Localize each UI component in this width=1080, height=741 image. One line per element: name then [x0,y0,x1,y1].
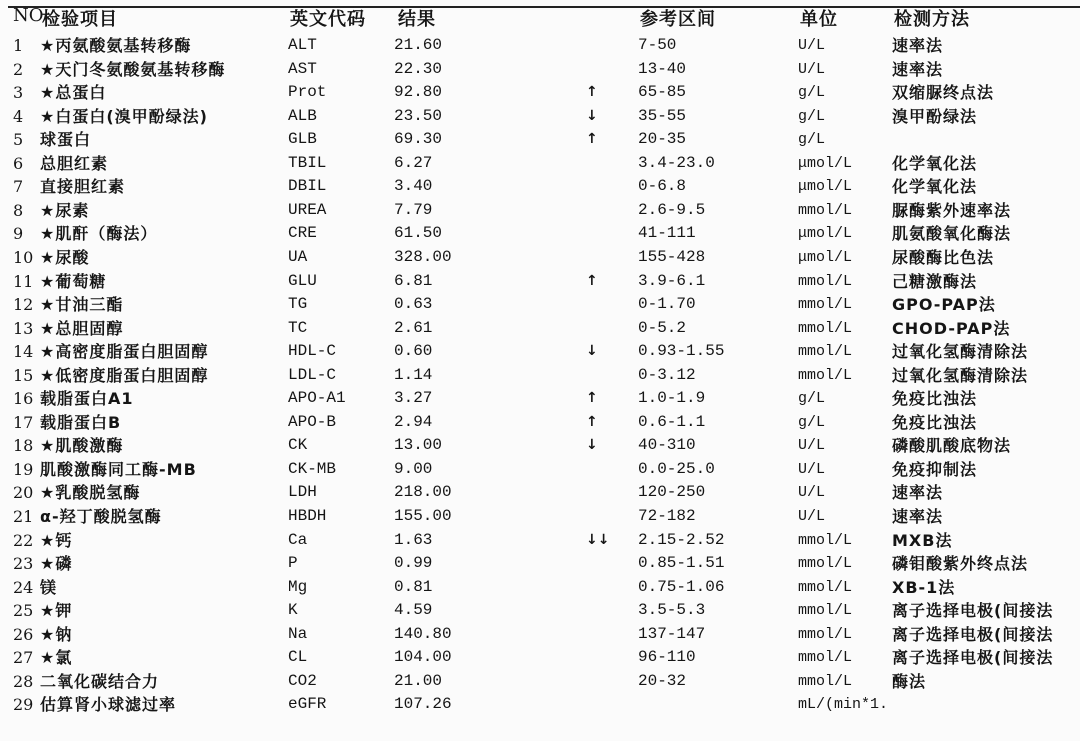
reference-range: 2.15-2.52 [638,530,725,549]
unit: mmol/L [798,672,853,690]
test-code: APO-A1 [288,389,346,408]
test-method: 溴甲酚绿法 [892,106,978,126]
header-method: 检测方法 [894,9,970,30]
table-row [0,364,1080,388]
header-result: 结果 [398,9,436,30]
reference-range: 0.85-1.51 [638,554,725,573]
table-row [0,646,1080,670]
test-result: 21.00 [394,671,443,690]
test-item-name: 二氧化碳结合力 [40,671,160,691]
row-number: 17 [13,412,34,432]
unit: U/L [798,508,826,525]
row-number: 16 [13,389,34,409]
test-result: 140.80 [394,624,452,643]
unit: U/L [798,484,826,502]
abnormal-flag: ↓ [586,437,598,454]
test-item-name: ★氯 [40,648,73,668]
table-row [0,576,1080,600]
table-row [0,152,1080,176]
reference-range: 0-3.12 [638,365,696,384]
unit: g/L [798,84,826,102]
header-range: 参考区间 [640,9,716,30]
test-method: CHOD-PAP法 [892,318,1011,338]
table-row [0,81,1080,105]
test-method: 速率法 [892,507,944,526]
test-result: 23.50 [394,106,443,125]
table-row [0,599,1080,623]
reference-range: 3.9-6.1 [638,271,706,290]
test-item-name: ★乳酸脱氢酶 [40,483,141,503]
unit: mmol/L [798,649,853,667]
test-item-name: 肌酸激酶同工酶-MB [40,459,197,479]
test-result: 69.30 [394,130,443,149]
test-item-name: ★白蛋白(溴甲酚绿法) [40,106,208,126]
test-result: 1.63 [394,530,433,549]
unit: g/L [798,390,826,408]
test-method: 过氧化氢酶清除法 [892,342,1029,362]
unit: mmol/L [798,555,853,573]
row-number: 9 [13,224,24,244]
test-item-name: ★低密度脂蛋白胆固醇 [40,365,209,385]
test-code: P [288,554,298,573]
reference-range: 0.93-1.55 [638,342,725,361]
test-result: 13.00 [394,436,443,455]
test-result: 0.99 [394,554,433,573]
test-item-name: α-羟丁酸脱氢酶 [40,507,162,526]
test-method: 离子选择电极(间接法 [892,648,1054,668]
table-row [0,293,1080,317]
test-code: Prot [288,83,327,102]
abnormal-flag: ↓ [586,107,598,124]
test-code: Mg [288,577,308,596]
unit: U/L [798,460,826,478]
test-result: 22.30 [394,59,443,78]
test-method: 免疫比浊法 [892,412,978,432]
row-number: 24 [13,577,34,597]
test-result: 2.61 [394,318,433,337]
test-result: 92.80 [394,83,443,102]
table-row [0,481,1080,505]
unit: mmol/L [798,272,853,290]
reference-range: 3.5-5.3 [638,601,706,620]
reference-range: 41-111 [638,224,696,243]
test-code: LDL-C [288,365,337,384]
row-number: 25 [13,601,34,621]
test-code: ALB [288,106,317,125]
row-number: 20 [13,483,34,503]
test-method: 速率法 [892,36,944,55]
test-code: CL [288,648,308,667]
row-number: 22 [13,530,34,550]
test-code: Na [288,624,308,643]
test-code: AST [288,59,317,78]
unit: mmol/L [798,201,853,219]
test-code: TC [288,318,308,337]
test-code: UA [288,247,308,266]
reference-range: 72-182 [638,507,696,525]
unit: mmol/L [798,319,853,337]
row-number: 6 [13,153,24,173]
reference-range: 40-310 [638,436,696,455]
reference-range: 0.75-1.06 [638,577,725,596]
reference-range: 0.0-25.0 [638,459,715,478]
reference-range: 155-428 [638,247,706,266]
row-number: 18 [13,436,34,456]
test-method: 离子选择电极(间接法 [892,601,1054,621]
test-item-name: ★甘油三酯 [40,295,124,315]
table-row [0,552,1080,576]
table-row [0,199,1080,223]
test-code: UREA [288,200,327,219]
reference-range: 137-147 [638,624,706,643]
header-code: 英文代码 [290,9,366,30]
test-method: 过氧化氢酶清除法 [892,365,1029,385]
test-result: 4.59 [394,601,433,620]
test-code: CRE [288,224,317,243]
test-item-name: ★总蛋白 [40,83,107,103]
unit: mmol/L [798,625,853,643]
unit: U/L [798,60,826,78]
test-code: CO2 [288,671,317,690]
test-item-name: ★尿酸 [40,247,90,267]
test-item-name: ★丙氨酸氨基转移酶 [40,36,192,55]
unit: mmol/L [798,343,853,361]
test-result: 107.26 [394,695,452,714]
table-row [0,670,1080,694]
reference-range: 1.0-1.9 [638,389,706,408]
test-code: APO-B [288,412,337,431]
test-method: 磷酸肌酸底物法 [892,436,1012,456]
reference-range: 120-250 [638,483,706,502]
test-method: XB-1法 [892,577,956,597]
test-method: 免疫比浊法 [892,389,978,409]
test-item-name: ★总胆固醇 [40,318,124,338]
unit: g/L [798,413,826,431]
test-item-name: ★肌酐（酶法） [40,224,158,244]
header-item: 检验项目 [42,9,118,30]
header-no: NO [13,5,44,26]
unit: g/L [798,107,826,125]
abnormal-flag: ↑ [586,131,598,148]
test-method: 酶法 [892,671,927,691]
test-result: 3.27 [394,389,433,408]
row-number: 1 [13,36,24,55]
reference-range: 7-50 [638,36,677,54]
test-code: GLU [288,271,317,290]
test-result: 2.94 [394,412,433,431]
test-method: 速率法 [892,483,944,503]
test-method: 免疫抑制法 [892,459,978,479]
abnormal-flag: ↑ [586,390,598,407]
test-item-name: ★葡萄糖 [40,271,107,291]
reference-range: 2.6-9.5 [638,200,706,219]
test-item-name: ★尿素 [40,200,90,220]
test-item-name: ★肌酸激酶 [40,436,124,456]
table-row [0,34,1080,58]
table-row [0,529,1080,553]
row-number: 29 [13,695,34,715]
table-row [0,270,1080,294]
unit: mmol/L [798,602,853,620]
row-number: 11 [13,271,34,291]
test-method: 化学氧化法 [892,153,978,173]
test-code: K [288,601,298,620]
unit: g/L [798,131,826,149]
reference-range: 35-55 [638,106,687,125]
test-result: 104.00 [394,648,452,667]
abnormal-flag: ↓↓ [586,531,610,548]
table-row [0,105,1080,129]
table-row [0,317,1080,341]
row-number: 7 [13,177,24,197]
test-code: GLB [288,130,317,149]
test-method: 己糖激酶法 [892,271,978,291]
reference-range: 96-110 [638,648,696,667]
test-result: 6.27 [394,153,433,172]
row-number: 2 [13,59,24,79]
test-result: 7.79 [394,200,433,219]
test-method: 双缩脲终点法 [892,83,995,103]
test-code: CK [288,436,308,455]
row-number: 5 [13,130,24,150]
row-number: 19 [13,459,34,479]
unit: mL/(min*1. [798,696,889,714]
unit: U/L [798,437,826,455]
table-row [0,128,1080,152]
test-code: HBDH [288,507,327,525]
test-code: LDH [288,483,317,502]
test-item-name: ★磷 [40,554,73,574]
unit: μmol/L [798,178,853,196]
header-unit: 单位 [800,9,838,30]
unit: μmol/L [798,154,853,172]
table-row [0,175,1080,199]
test-result: 21.60 [394,36,443,54]
table-row [0,222,1080,246]
row-number: 14 [13,342,34,362]
test-method: 磷钼酸紫外终点法 [892,554,1029,574]
row-number: 26 [13,624,34,644]
table-row [0,434,1080,458]
test-code: HDL-C [288,342,337,361]
test-result: 218.00 [394,483,452,502]
unit: μmol/L [798,225,853,243]
test-method: 化学氧化法 [892,177,978,197]
table-row [0,411,1080,435]
abnormal-flag: ↑ [586,413,598,430]
test-item-name: 总胆红素 [40,153,109,173]
abnormal-flag: ↑ [586,84,598,101]
reference-range: 3.4-23.0 [638,153,715,172]
unit: U/L [798,37,826,54]
test-item-name: 直接胆红素 [40,177,126,197]
test-result: 0.81 [394,577,433,596]
table-row [0,340,1080,364]
test-method: MXB法 [892,530,953,550]
test-result: 328.00 [394,247,452,266]
reference-range: 20-32 [638,671,687,690]
reference-range: 20-35 [638,130,687,149]
test-method: 肌氨酸氧化酶法 [892,224,1012,244]
test-item-name: ★高密度脂蛋白胆固醇 [40,342,209,362]
unit: μmol/L [798,248,853,266]
row-number: 8 [13,200,24,220]
table-row [0,387,1080,411]
table-row [0,693,1080,717]
unit: mmol/L [798,578,853,596]
row-number: 3 [13,83,24,103]
test-result: 3.40 [394,177,433,196]
reference-range: 65-85 [638,83,687,102]
unit: mmol/L [798,296,853,314]
reference-range: 0-5.2 [638,318,687,337]
row-number: 4 [13,106,24,126]
test-item-name: ★天门冬氨酸氨基转移酶 [40,59,226,79]
row-number: 23 [13,554,34,574]
test-result: 6.81 [394,271,433,290]
test-code: ALT [288,36,317,54]
table-row [0,623,1080,647]
row-number: 15 [13,365,34,385]
reference-range: 0-1.70 [638,295,696,314]
reference-range: 0-6.8 [638,177,687,196]
reference-range: 13-40 [638,59,687,78]
row-number: 21 [13,507,34,526]
test-method: 尿酸酶比色法 [892,247,995,267]
test-code: DBIL [288,177,327,196]
test-item-name: 估算肾小球滤过率 [40,695,177,715]
test-code: TG [288,295,308,314]
test-code: Ca [288,530,308,549]
table-row [0,458,1080,482]
abnormal-flag: ↓ [586,343,598,360]
test-item-name: ★钾 [40,601,73,621]
row-number: 13 [13,318,34,338]
test-result: 155.00 [394,507,452,525]
table-row [0,246,1080,270]
test-item-name: 载脂蛋白A1 [40,389,134,409]
test-item-name: 载脂蛋白B [40,412,122,432]
test-item-name: ★钙 [40,530,73,550]
test-result: 9.00 [394,459,433,478]
table-row [0,58,1080,82]
table-row [0,505,1080,529]
test-method: GPO-PAP法 [892,295,996,315]
unit: mmol/L [798,531,853,549]
row-number: 12 [13,295,34,315]
test-method: 速率法 [892,59,944,79]
test-result: 0.60 [394,342,433,361]
abnormal-flag: ↑ [586,272,598,289]
row-number: 10 [13,247,34,267]
row-number: 28 [13,671,34,691]
test-code: CK-MB [288,459,337,478]
test-item-name: 球蛋白 [40,130,92,150]
reference-range: 0.6-1.1 [638,412,706,431]
test-result: 0.63 [394,295,433,314]
test-result: 61.50 [394,224,443,243]
test-code: TBIL [288,153,327,172]
test-code: eGFR [288,695,327,714]
test-item-name: ★钠 [40,624,73,644]
row-number: 27 [13,648,34,668]
unit: mmol/L [798,366,853,384]
test-method: 离子选择电极(间接法 [892,624,1054,644]
test-item-name: 镁 [40,577,58,597]
test-method: 脲酶紫外速率法 [892,200,1012,220]
test-result: 1.14 [394,365,433,384]
